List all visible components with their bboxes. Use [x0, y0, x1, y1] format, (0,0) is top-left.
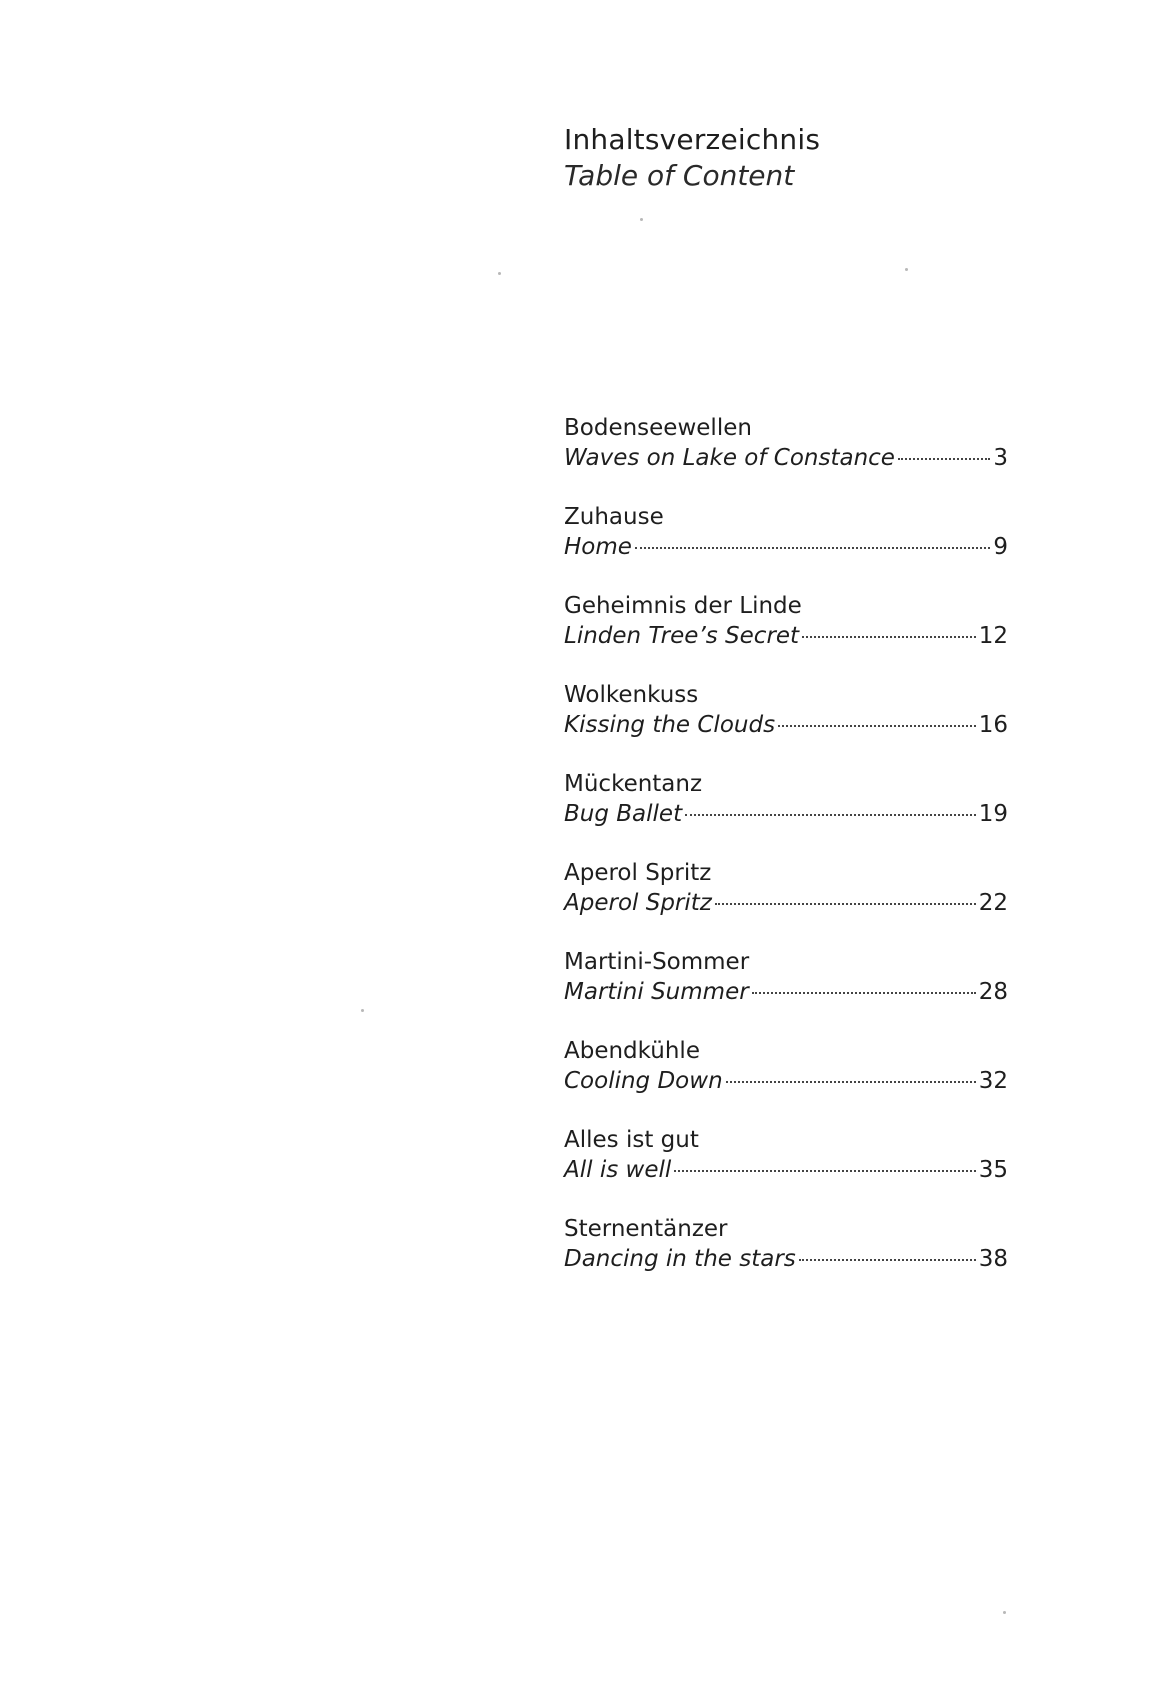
toc-line [564, 1244, 1008, 1274]
toc-line [564, 710, 1008, 740]
toc-entry [564, 502, 1008, 591]
toc-line [564, 888, 1008, 918]
heading-title-en: Table of Content [564, 159, 795, 192]
dot-leader [685, 814, 976, 816]
toc-title-en: Dancing in the stars [564, 1246, 796, 1272]
toc-entry [564, 858, 1008, 947]
page-number: 22 [978, 890, 1008, 916]
toc-title-de: Alles ist gut [564, 1127, 699, 1153]
dot-leader [674, 1170, 975, 1172]
dot-leader [778, 725, 976, 727]
toc-entry [564, 1036, 1008, 1125]
toc-line [564, 532, 1008, 562]
toc-title-de: Aperol Spritz [564, 860, 712, 886]
toc-title-de: Abendkühle [564, 1038, 700, 1064]
toc-title-de: Martini-Sommer [564, 949, 750, 975]
table-of-contents [564, 413, 1008, 1303]
dot-leader [898, 458, 990, 460]
dot-leader [635, 547, 990, 549]
toc-title-de: Wolkenkuss [564, 682, 699, 708]
toc-title-en: All is well [564, 1157, 672, 1183]
toc-entry [564, 413, 1008, 502]
dot-leader [752, 992, 976, 994]
dot-leader [715, 903, 976, 905]
toc-entry [564, 1125, 1008, 1214]
toc-title-en: Waves on Lake of Constance [564, 445, 895, 471]
toc-heading [564, 122, 1004, 194]
toc-entry [564, 591, 1008, 680]
toc-line [564, 1155, 1008, 1185]
heading-title-de: Inhaltsverzeichnis [564, 123, 821, 156]
toc-title-en: Home [564, 534, 632, 560]
toc-entry [564, 769, 1008, 858]
page-number: 28 [978, 979, 1008, 1005]
toc-title-de: Zuhause [564, 504, 664, 530]
scan-speck [361, 1009, 364, 1012]
page-number: 32 [978, 1068, 1008, 1094]
toc-entry [564, 1214, 1008, 1303]
toc-title-de: Sternentänzer [564, 1216, 728, 1242]
toc-title-de: Mückentanz [564, 771, 703, 797]
toc-title-en: Cooling Down [564, 1068, 723, 1094]
page-number: 12 [978, 623, 1008, 649]
page-number: 19 [978, 801, 1008, 827]
toc-entry [564, 947, 1008, 1036]
toc-title-de: Bodenseewellen [564, 415, 752, 441]
toc-title-en: Kissing the Clouds [564, 712, 776, 738]
page-number: 16 [978, 712, 1008, 738]
scan-speck [1003, 1611, 1006, 1614]
toc-line [564, 1066, 1008, 1096]
toc-title-en: Aperol Spritz [564, 890, 712, 916]
toc-line [564, 443, 1008, 473]
dot-leader [799, 1259, 976, 1261]
toc-line [564, 799, 1008, 829]
toc-title-en: Linden Tree’s Secret [564, 623, 800, 649]
page-number: 38 [978, 1246, 1008, 1272]
toc-line [564, 977, 1008, 1007]
scan-speck [905, 268, 908, 271]
page-number: 35 [978, 1157, 1008, 1183]
toc-entry [564, 680, 1008, 769]
toc-title-en: Martini Summer [564, 979, 749, 1005]
toc-title-en: Bug Ballet [564, 801, 683, 827]
toc-title-de: Geheimnis der Linde [564, 593, 802, 619]
dot-leader [726, 1081, 976, 1083]
page-number: 3 [993, 445, 1008, 471]
scan-speck [640, 218, 643, 221]
dot-leader [802, 636, 976, 638]
toc-line [564, 621, 1008, 651]
page-number: 9 [993, 534, 1008, 560]
scan-speck [498, 272, 501, 275]
